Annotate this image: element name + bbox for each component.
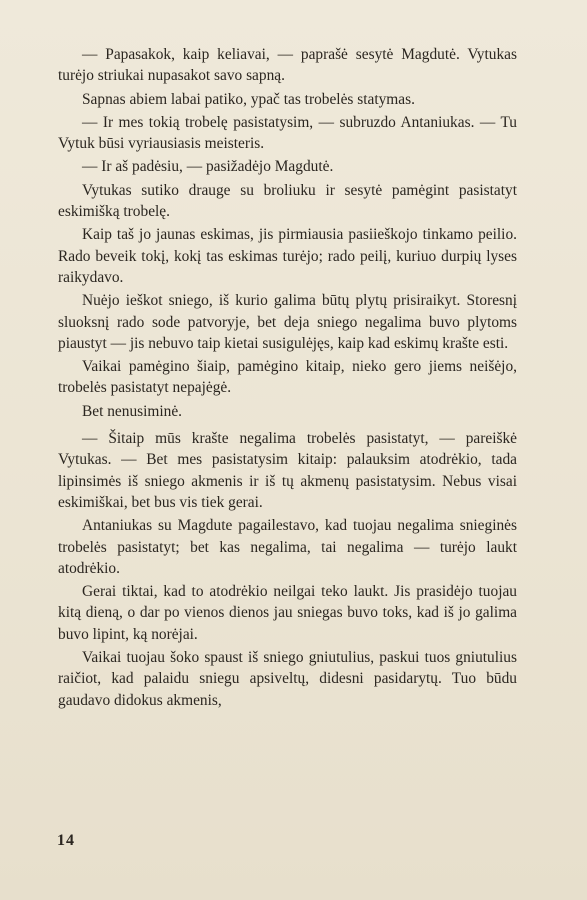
page-text xyxy=(58,44,517,713)
paragraph: Vaikai tuojau šoko spaust iš sniego gniutulius, paskui tuos gniutulius raičiot, kad palaidu sniegu apsiveltų, didesni pasidarytų. Tuo būdu gaudavo didokus akmenis, xyxy=(58,649,517,709)
paragraph: — Ir mes tokią trobelę pasistatysim, — subruzdo Antaniukas. — Tu Vytuk būsi vyriausiasis meisteris. xyxy=(58,113,517,153)
paragraph: Vaikai pamėgino šiaip, pamėgino kitaip, nieko gero jiems neišėjo, trobelės pasistatyt nepajėgė. xyxy=(58,358,517,397)
paragraph: Nuėjo ieškot sniego, iš kurio galima būtų plytų prisiraikyt. Storesnį sluoksnį rado sode patvoryje, bet deja sniego negalima buvo plytoms piaustyt — jis nebuvo taip kietai susigulėjęs, kaip kad eskimų krašte esti. xyxy=(58,292,517,352)
paragraph: Bet nenusiminė. xyxy=(82,402,183,420)
page-number: 14 xyxy=(57,832,75,849)
paragraph: Gerai tiktai, kad to atodrėkio neilgai teko laukt. Jis prasidėjo tuojau kitą dieną, o dar po vienos dienos jau sniegas buvo toks, kad iš jo galima buvo lipint, ką norėjai. xyxy=(58,583,517,643)
paragraph: Kaip taš jo jaunas eskimas, jis pirmiausia pasiieškojo tinkamo peilio. Rado beveik tokį, kokį tas eskimas turėjo; rado peilį, kuriuo durpių lyses raikydavo. xyxy=(58,226,517,286)
paragraph: — Ir aš padėsiu, — pasižadėjo Magdutė. xyxy=(82,158,334,176)
paragraph: Antaniukas su Magdute pagailestavo, kad tuojau negalima snieginės trobelės pasistatyt; bet kas negalima, tai negalima — turėjo laukt atodrėkio. xyxy=(58,517,517,577)
paragraph: Sapnas abiem labai patiko, ypač tas trobelės statymas. xyxy=(82,90,415,108)
paragraph: — Šitaip mūs krašte negalima trobelės pasistatyt, — pareiškė Vytukas. — Bet mes pasistatysim kitaip: palauksim atodrėkio, tada lipinsimės iš sniego akmenis ir iš tų akmenų pasistatysim. Nebus visai eskimiškai, bet bus vis tiek gerai. xyxy=(58,430,517,511)
paragraph: — Papasakok, kaip keliavai, — paprašė sesytė Magdutė. Vytukas turėjo striukai nupasakot savo sapną. xyxy=(58,46,517,85)
paragraph: Vytukas sutiko drauge su broliuku ir sesytė pamėgint pasistatyt eskimišką trobelę. xyxy=(58,181,517,221)
